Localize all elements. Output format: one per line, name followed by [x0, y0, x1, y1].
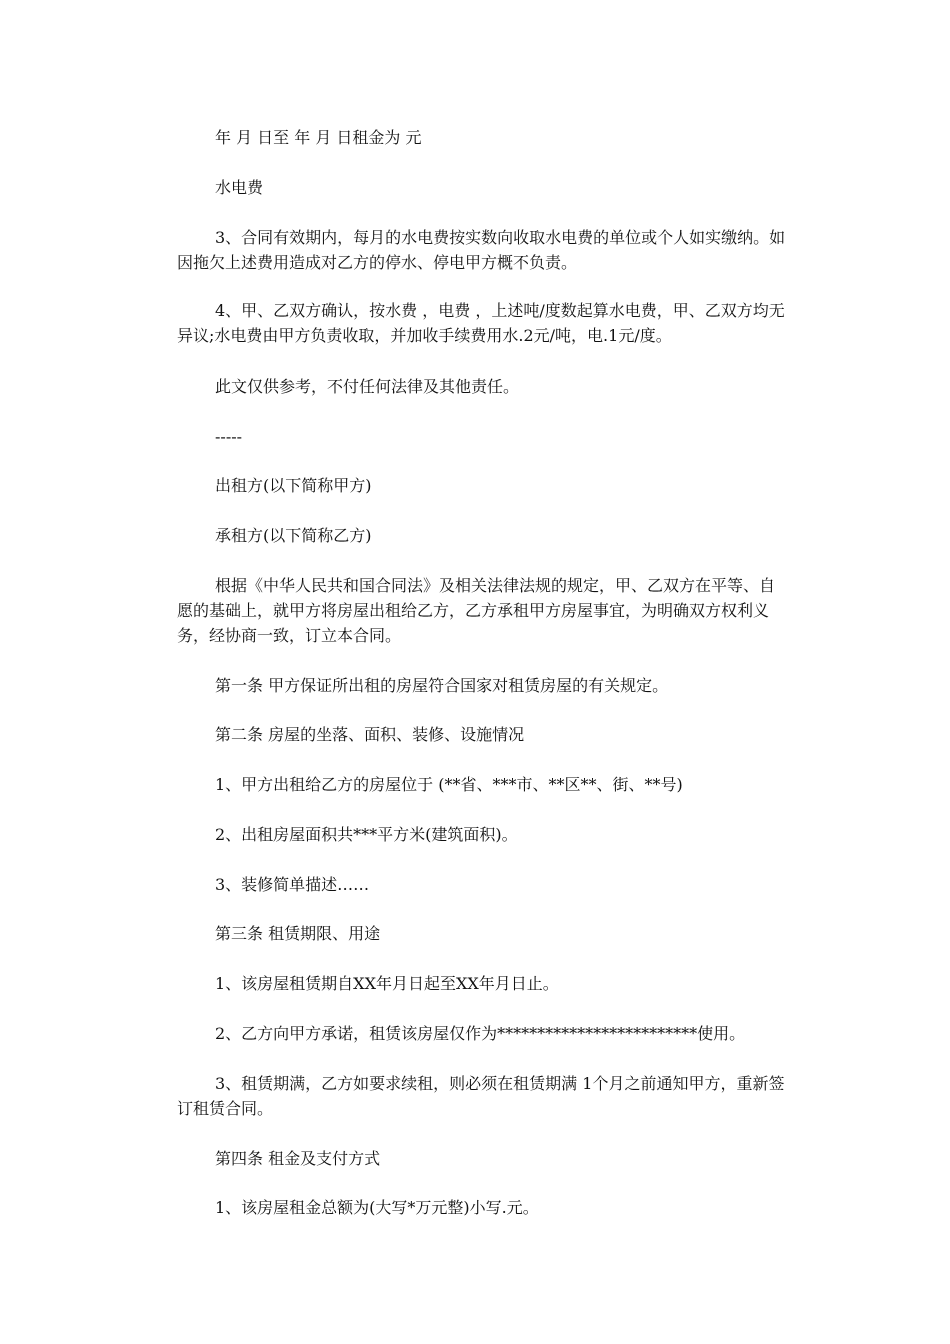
article-2-item-1: 1、甲方出租给乙方的房屋位于 (**省、***市、**区**、街、**号) — [215, 775, 683, 794]
rent-period-line: 年 月 日至 年 月 日租金为 元 — [215, 128, 422, 147]
article-2-item-3: 3、装修简单描述…… — [215, 875, 370, 894]
utilities-clause-4: 4、甲、乙双方确认，按水费 ，电费 ，上述吨/度数起算水电费，甲、乙双方均无异议;水电费由甲方负责收取，并加收手续费用水.2元/吨，电.1元/度。 — [177, 301, 785, 345]
article-3-item-3: 3、租赁期满，乙方如要求续租，则必须在租赁期满 1个月之前通知甲方，重新签订租赁合同。 — [177, 1074, 785, 1118]
utilities-clause-3: 3、合同有效期内，每月的水电费按实数向收取水电费的单位或个人如实缴纳。如因拖欠上述费用造成对乙方的停水、停电甲方概不负责。 — [177, 228, 786, 272]
article-2-item-2: 2、出租房屋面积共***平方米(建筑面积)。 — [215, 825, 518, 844]
separator-line: ----- — [215, 427, 243, 446]
article-4-item-1: 1、该房屋租金总额为(大写*万元整)小写.元。 — [215, 1198, 539, 1217]
utilities-heading: 水电费 — [215, 178, 264, 197]
article-1: 第一条 甲方保证所出租的房屋符合国家对租赁房屋的有关规定。 — [215, 676, 669, 695]
article-2-heading: 第二条 房屋的坐落、面积、装修、设施情况 — [215, 725, 525, 744]
article-3-item-2: 2、乙方向甲方承诺，租赁该房屋仅作为*************************使用。 — [215, 1024, 746, 1043]
article-3-item-1: 1、该房屋租赁期自XX年月日起至XX年月日止。 — [215, 974, 559, 993]
article-3-heading: 第三条 租赁期限、用途 — [215, 924, 381, 943]
lessee-label: 承租方(以下简称乙方) — [215, 526, 372, 545]
lessor-label: 出租方(以下简称甲方) — [215, 476, 372, 495]
contract-preamble: 根据《中华人民共和国合同法》及相关法律法规的规定，甲、乙双方在平等、自愿的基础上，就甲方将房屋出租给乙方，乙方承租甲方房屋事宜，为明确双方权利义务，经协商一致，订立本合同。 — [177, 576, 776, 645]
article-4-heading: 第四条 租金及支付方式 — [215, 1149, 381, 1168]
disclaimer-text: 此文仅供参考，不付任何法律及其他责任。 — [215, 377, 520, 396]
